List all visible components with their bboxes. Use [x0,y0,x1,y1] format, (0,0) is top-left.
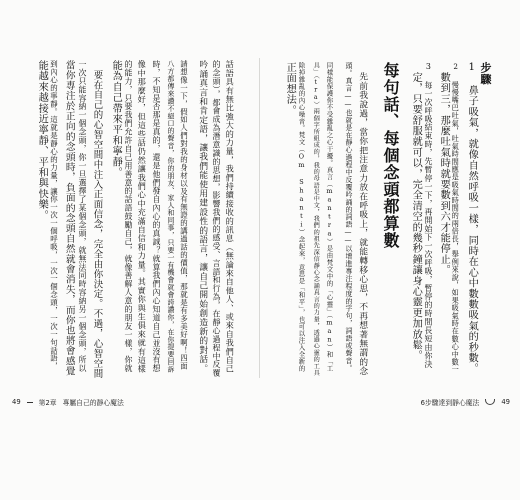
left-column-14: 能越來越接近寧靜、平和與快樂。 [36,60,48,221]
left-column-4: 請想像一下，假如人們對我的身材以及有無證的講過話的價值，那就是有多美好啊！四面 [179,60,189,371]
left-column-8: 的能力，只要我們允許自己用善意的話語鼓勵自己，就像善解人意的朋友一樣，你就 [123,60,133,373]
left-column-12: 當你專注於正向的念頭時，負面的念頭自然就會消失，而你也將會感覺 [63,60,75,377]
left-column-9: 能為自己帶來平和寧靜。 [110,60,122,178]
step-1: 1 鼻子吸氣，就像自然呼吸一樣，同時在心中數數吸氣的秒數。 [466,62,478,374]
left-column-13: 到內心的寧靜。這就是靜心的力量，讓你一次一個呼吸，一次一個念頭，一次一句話語， [49,60,59,371]
right-column-3: 同樣能保護你不受雜亂之心干擾。真言（mantra）是由梵文中的「心靈」（man）和「工 [325,62,334,372]
step-3-cont: 定，只要舒服就可以，完全清空的幾秒鐘讓身心靈更加放鬆。 [410,72,422,361]
step-2-cont: 數到三，那麼吐氣時就要數到六才能停止。 [438,72,450,276]
left-page-number: 49 [12,398,21,406]
left-column-1: 話語具有無比強大的力量，我們持續接收的訊息（無論來自他人、或來自我們自己 [225,60,236,374]
right-column-1: 先前我說過，當你把注意力放在呼吸上，就能轉移心思，不再想著無謂的念 [357,72,368,376]
footer-divider [27,402,33,403]
right-column-4: 具」（tra）兩個字所組成的，我的母語是中文，我們的祖先深信靜心念誦真言的力量，透過心靈的工具 [312,62,320,377]
right-footer [421,397,510,407]
lotus-icon [485,399,495,405]
right-footer-title: 6步驟達到靜心魔法 [420,399,480,407]
left-column-7: 像中那麼好，但這些話仍然讓我們心中充滿自信和力量。其實你與生俱來就有這樣 [137,60,148,374]
step-2: 2 慢慢嘴巴吐氣，吐氣時間應是吸氣時間的兩倍長，舉例來說，如果吸氣時在數心中數一 [451,62,461,374]
steps-heading: 步驟 [479,62,492,85]
section-title: 每句話、每個念頭都算數 [381,62,400,249]
right-page-number: 49 [501,398,510,406]
left-column-10: 要在自己的心智空間中注入正面信念，完全由你決定。不過，心智空間 [91,70,103,379]
chapter-label: 第2章 [38,399,57,407]
left-column-3: 吟誦真言和肯定語，讓我們能使用建設性的語言，讓自己開始創造新的對話。 [197,60,208,373]
right-page [260,0,520,500]
right-column-5: 除掉雜亂的內心噪音。梵文（Om Shanti）念起來，意思是「和平」，也可以注入全新的 [297,62,306,372]
left-column-6: 時，不知是否那是真的，還是他們發自內心的真誠？就算我們內心知道自己並沒有想 [151,60,161,373]
right-column-2: 頭。真言——也就是在靜心過程中反覆吟誦的詞語——以增進專注程度的字句，詞語或聲音。 [343,62,352,372]
step-3: 3 每一次呼吸結束時，先暫停一下，再開始下一次呼吸，暫停的時間長短由你決 [423,62,433,369]
left-column-2: 的念頭），都會成為潛意識的思想，影響我們的感受、言語和行為，在靜心過程中反覆 [211,60,221,378]
left-column-11: 一次只能容納一個念頭，你一旦選擇了某個念頭，就無法同時容納另一個念頭，所以 [77,60,87,373]
left-footer [12,397,124,407]
left-column-5: 八方都傳來讚不絕口的聲音，你的朋友、家人和同事，只要一有機會就會誇讚你，在你提要回訴 [165,60,174,373]
right-column-6: 正面想法。 [284,62,296,116]
chapter-title: 專屬自己的靜心魔法 [62,399,124,407]
